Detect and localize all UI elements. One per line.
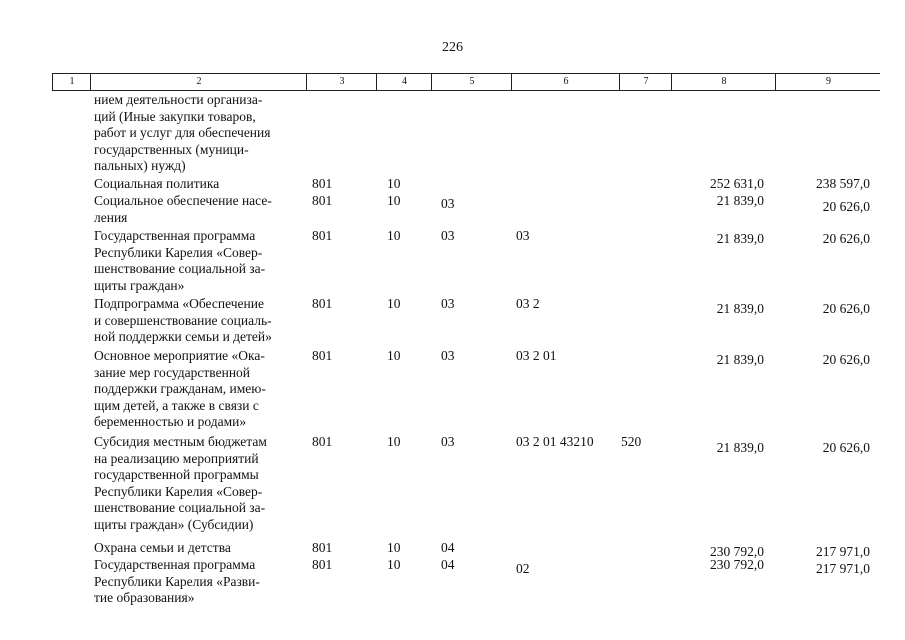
row-ved: 801 [312,296,333,311]
row-section: 10 [387,193,401,208]
row-ved: 801 [312,348,333,363]
row-ved: 801 [312,193,333,208]
page-number: 226 [442,40,463,55]
row-name: Государственная программа Республики Карелия «Совер- шенствование социальной за- щиты граждан» [94,228,266,293]
row-amount-2019: 238 597,0 [816,176,870,191]
row-section: 10 [387,348,401,363]
row-subsection: 03 [441,296,455,311]
row-ved: 801 [312,434,333,449]
row-name: Охрана семьи и детства [94,540,231,555]
row-ved: 801 [312,176,333,191]
row-subsection: 03 [441,196,455,211]
row-target: 03 2 01 43210 [516,434,594,449]
row-subsection: 03 [441,228,455,243]
row-section: 10 [387,176,401,191]
row-section: 10 [387,296,401,311]
row-section: 10 [387,557,401,572]
row-target: 03 2 01 [516,348,557,363]
row-amount-2018: 21 839,0 [716,301,764,316]
row-name: Основное мероприятие «Ока- зание мер государственной поддержки гражданам, имею- щим детей, а также в связи с беременностью и родами» [94,348,266,429]
row-section: 10 [387,434,401,449]
header-cell-9: 9 [775,74,881,90]
row-amount-2019: 20 626,0 [822,440,870,455]
row-name: нием деятельности организа- ций (Иные закупки товаров, работ и услуг для обеспечения государственных (муници- пальных) нужд) [94,92,271,173]
header-cell-4: 4 [376,74,432,90]
row-target: 03 [516,228,530,243]
row-ved: 801 [312,540,333,555]
row-amount-2019: 217 971,0 [816,561,870,576]
header-cell-8: 8 [671,74,776,90]
row-amount-2018: 21 839,0 [716,440,764,455]
header-cell-6: 6 [511,74,620,90]
row-amount-2019: 20 626,0 [822,301,870,316]
row-amount-2018: 21 839,0 [716,193,764,208]
row-name: Социальная политика [94,176,220,191]
row-expense-type: 520 [621,434,642,449]
row-amount-2019: 20 626,0 [822,352,870,367]
row-ved: 801 [312,228,333,243]
row-amount-2019: 20 626,0 [822,231,870,246]
row-target: 02 [516,561,530,576]
row-amount-2018: 230 792,0 [710,557,764,572]
row-subsection: 03 [441,434,455,449]
row-target: 03 2 [516,296,540,311]
row-amount-2019: 217 971,0 [816,544,870,559]
row-name: Государственная программа Республики Карелия «Разви- тие образования» [94,557,260,605]
header-cell-5: 5 [431,74,512,90]
row-subsection: 03 [441,348,455,363]
row-amount-2019: 20 626,0 [822,199,870,214]
header-cell-1: 1 [52,74,91,90]
row-amount-2018: 230 792,0 [710,544,764,559]
row-section: 10 [387,540,401,555]
row-name: Подпрограмма «Обеспечение и совершенствование социаль- ной поддержки семьи и детей» [94,296,272,344]
row-ved: 801 [312,557,333,572]
row-name: Социальное обеспечение насе- ления [94,193,272,225]
row-section: 10 [387,228,401,243]
table-header [52,73,880,91]
header-cell-3: 3 [306,74,377,90]
row-amount-2018: 252 631,0 [710,176,764,191]
row-name: Субсидия местным бюджетам на реализацию мероприятий государственной программы Республики Карелия «Совер- шенствование социальной за- щиты граждан» (Субсидии) [94,434,267,532]
header-cell-7: 7 [619,74,672,90]
row-amount-2018: 21 839,0 [716,352,764,367]
row-subsection: 04 [441,540,455,555]
header-cell-2: 2 [90,74,307,90]
row-amount-2018: 21 839,0 [716,231,764,246]
row-subsection: 04 [441,557,455,572]
